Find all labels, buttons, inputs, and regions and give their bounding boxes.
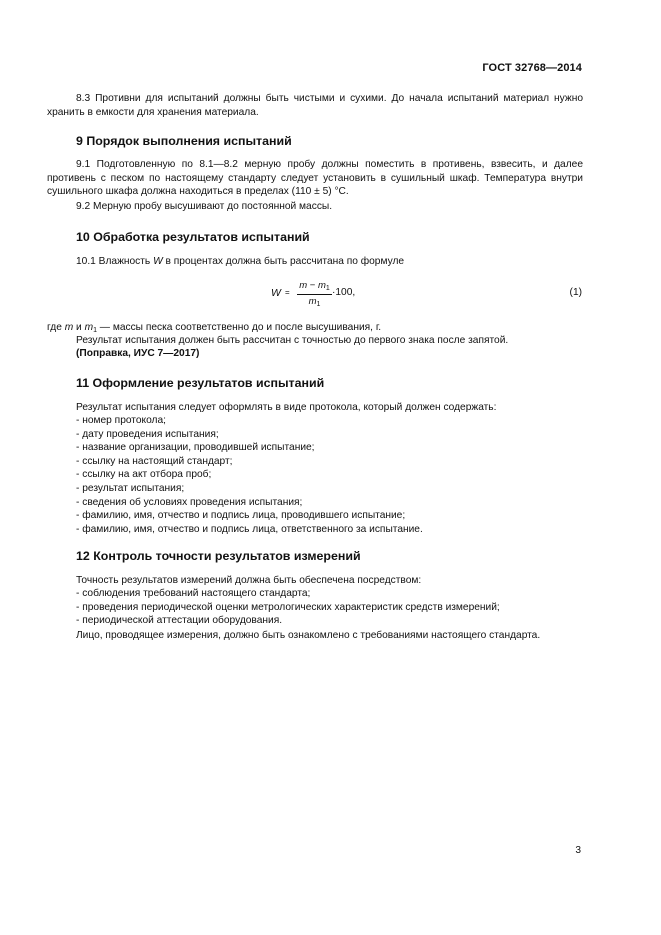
section-10-heading: 10 Обработка результатов испытаний — [76, 230, 310, 244]
amendment-note: (Поправка, ИУС 7—2017) — [76, 348, 200, 359]
page-number: 3 — [575, 845, 581, 856]
paragraph-10-1: 10.1 Влажность W в процентах должна быть рассчитана по формуле — [76, 256, 405, 267]
list-item: - название организации, проводившей испытание; — [76, 442, 315, 454]
list-item: - ссылку на акт отбора проб; — [76, 469, 212, 481]
formula-where: где m и $m_1$ — массы песка соответственно до и после высушивания, г. — [47, 322, 382, 334]
formula-fraction-bar — [297, 294, 332, 295]
section-11-heading: 11 Оформление результатов испытаний — [76, 376, 325, 390]
protocol-contents-list — [76, 414, 586, 536]
formula-equals: = — [285, 288, 290, 297]
list-item: - фамилию, имя, отчество и подпись лица, ответственного за испытание. — [76, 523, 423, 535]
section-9-heading: 9 Порядок выполнения испытаний — [76, 134, 292, 148]
list-item: - проведения периодической оценки метрологических характеристик средств измерений; — [76, 601, 500, 613]
section-12-intro: Точность результатов измерений должна быть обеспечена посредством: — [76, 575, 422, 586]
section-12-heading: 12 Контроль точности результатов измерений — [76, 549, 361, 563]
list-item: - соблюдения требований настоящего стандарта; — [76, 588, 311, 599]
list-item: - фамилию, имя, отчество и подпись лица, проводившего испытание; — [76, 510, 406, 522]
formula-numerator: $m - m_1$ — [299, 280, 330, 292]
formula-number: (1) — [569, 287, 582, 298]
formula-multiplier: ·100, — [332, 287, 356, 298]
section-12-closing: Лицо, проводящее измерения, должно быть ознакомлено с требованиями настоящего стандарта. — [76, 630, 541, 641]
section-11-intro: Результат испытания следует оформлять в виде протокола, который должен содержать: — [76, 402, 497, 413]
standard-code: ГОСТ 32768—2014 — [482, 62, 582, 74]
formula-lhs: W — [271, 287, 281, 299]
list-item: - периодической аттестации оборудования. — [76, 615, 283, 627]
paragraph-8-3: 8.3 Противни для испытаний должны быть чистыми и сухими. До начала испытаний материал нужно хранить в емкости для хранения материала. — [47, 93, 583, 118]
accuracy-control-list — [76, 587, 586, 628]
list-item: - сведения об условиях проведения испытания; — [76, 496, 303, 508]
variable-w: W — [153, 256, 163, 267]
list-item: - результат испытания; — [76, 482, 185, 494]
result-precision-note: Результат испытания должен быть рассчитан с точностью до первого знака после запятой. — [76, 335, 509, 346]
list-item: - дату проведения испытания; — [76, 428, 219, 440]
list-item: - номер протокола; — [76, 415, 166, 426]
formula-denominator: $m_1$ — [308, 296, 321, 308]
paragraph-9-1: 9.1 Подготовленную по 8.1—8.2 мерную пробу должны поместить в противень, взвесить, и далее противень с песком по настоящему стандарту следует установить в сушильный шкаф. Температура внутри сушильного шкафа должна находиться в пределах (110 ± 5) °С. — [47, 159, 583, 198]
formula-moisture — [271, 280, 391, 310]
list-item: - ссылку на настоящий стандарт; — [76, 455, 233, 467]
paragraph-9-2: 9.2 Мерную пробу высушивают до постоянной массы. — [76, 201, 333, 212]
